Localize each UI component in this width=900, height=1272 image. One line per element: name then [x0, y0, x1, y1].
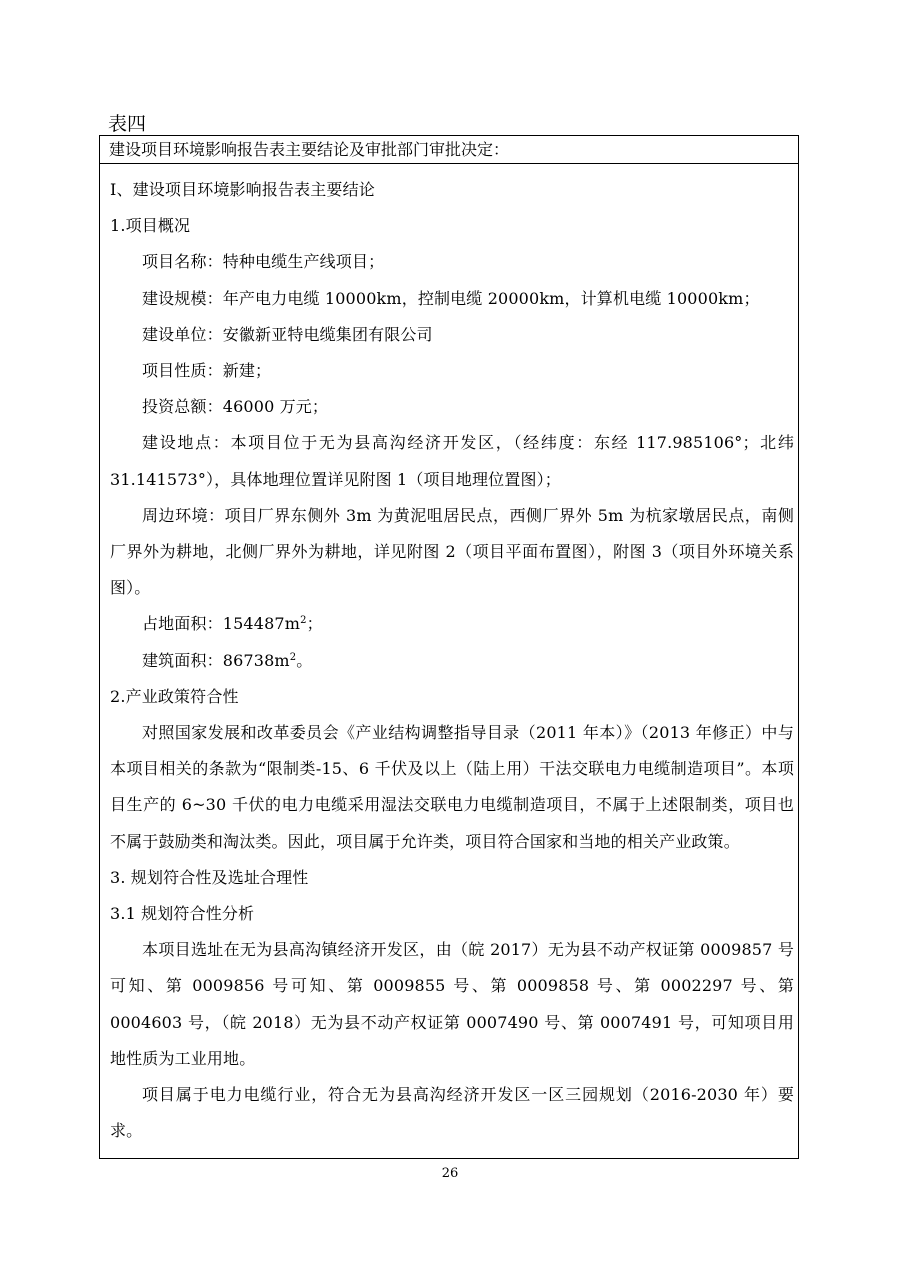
table-label: 表四 [108, 113, 147, 135]
total-investment: 投资总额：46000 万元； [142, 397, 329, 417]
table-header: 建设项目环境影响报告表主要结论及审批部门审批决定： [100, 136, 798, 164]
building-area-text: 建筑面积：86738m [142, 650, 290, 670]
construction-scale: 建设规模：年产电力电缆 10000km，控制电缆 20000km，计算机电缆 10000km； [142, 288, 760, 308]
industrial-policy-text: 对照国家发展和改革委员会《产业结构调整指导目录（2011 年本）》（2013 年修正）中与本项目相关的条款为“限制类-15、6 千伏及以上（陆上用）干法交联电力电缆制造项目”。本项目生产的 6~30 千伏的电力电缆采用湿法交联电力电缆制造项目，不属于上述限制类，项目也不属于鼓励类和淘汰类。因此，项目属于允许类，项目符合国家和当地的相关产业政策。 [110, 723, 794, 851]
construction-unit: 建设单位：安徽新亚特电缆集团有限公司 [142, 324, 433, 344]
land-area [110, 606, 794, 642]
section-1-title: Ⅰ、建设项目环境影响报告表主要结论 [110, 180, 375, 199]
surrounding-environment: 周边环境：项目厂界东侧外 3m 为黄泥咀居民点，西侧厂界外 5m 为杭家墩居民点，南侧厂界外为耕地，北侧厂界外为耕地，详见附图 2（项目平面布置图），附图 3（项目外环境关系图）。 [110, 505, 794, 598]
land-area-text: 占地面积：154487m [142, 614, 301, 634]
project-name: 项目名称：特种电缆生产线项目； [142, 252, 385, 272]
planning-paragraph-2: 项目属于电力电缆行业，符合无为县高沟经济开发区一区三园规划（2016-2030 年）要求。 [110, 1085, 794, 1141]
section-1-3-title: 3. 规划符合性及选址合理性 [110, 867, 309, 887]
page-number: 26 [441, 1166, 459, 1181]
planning-paragraph-1: 本项目选址在无为县高沟镇经济开发区，由（皖 2017）无为县不动产权证第 0009857 号可知、第 0009856 号可知、第 0009855 号、第 0009858 号、第 0002297 号、第 0004603 号，（皖 2018）无为县不动产权证第 0007490 号、第 0007491 号，可知项目用地性质为工业用地。 [110, 940, 794, 1068]
conclusion-table [99, 135, 799, 1159]
section-3-1-title: 3.1 规划符合性分析 [110, 904, 255, 924]
building-area-superscript: 2 [289, 651, 297, 663]
building-area-end: 。 [296, 650, 313, 670]
project-nature: 项目性质：新建； [142, 361, 272, 381]
building-area [110, 643, 794, 679]
construction-location: 建设地点：本项目位于无为县高沟经济开发区，（经纬度：东经 117.985106°；北纬 31.141573°），具体地理位置详见附图 1（项目地理位置图）； [110, 433, 794, 489]
section-1-2-title: 2.产业政策符合性 [110, 686, 239, 706]
land-area-superscript: 2 [300, 615, 307, 627]
table-content [110, 172, 794, 1149]
land-area-end: ； [306, 614, 323, 634]
section-1-1-title: 1.项目概况 [110, 216, 191, 236]
